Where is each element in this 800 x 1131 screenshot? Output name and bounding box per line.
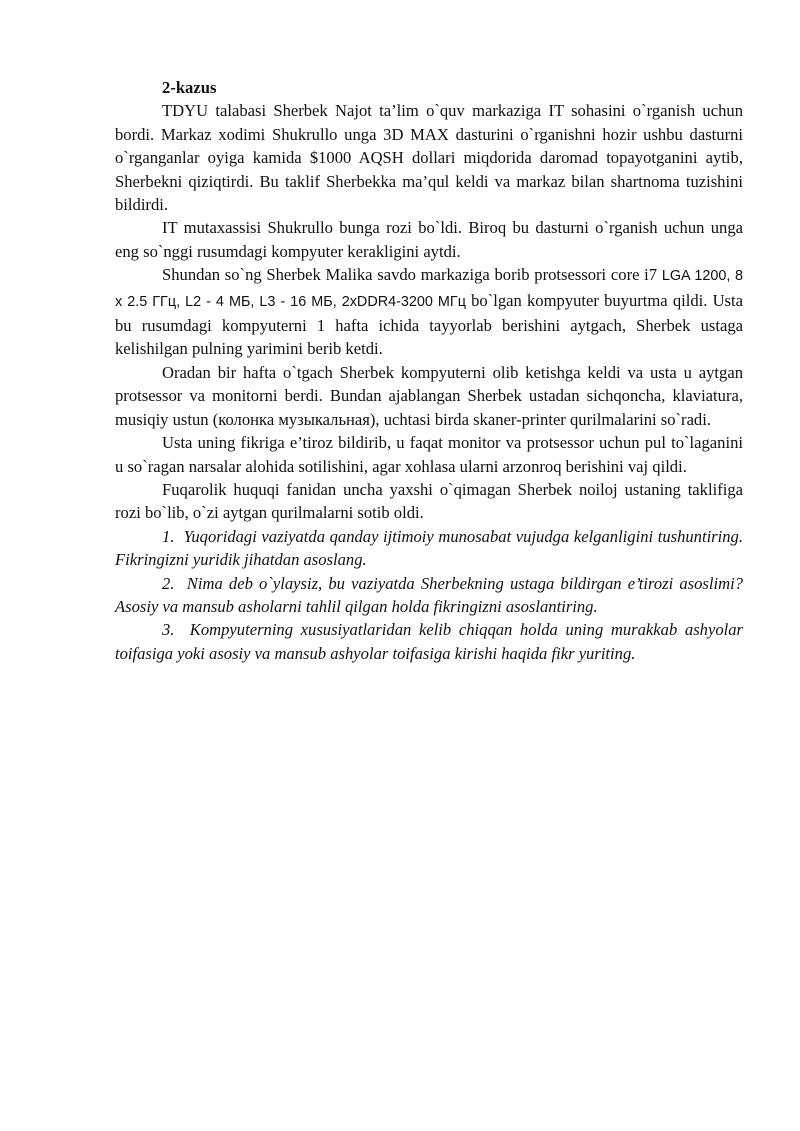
document-page xyxy=(115,76,743,665)
paragraph-outcome: Fuqarolik huquqi fanidan uncha yaxshi o`qimagan Sherbek noiloj ustaning taklifiga rozi bo`lib, o`zi aytgan qurilmalarni sotib oldi. xyxy=(115,479,743,523)
question-text: Kompyuterning xususiyatlaridan kelib chiqqan holda uning murakkab ashyolar toifasiga yoki asosiy va mansub ashyolar toifasiga kirishi haqida fikr yuriting. xyxy=(115,620,743,663)
question-item xyxy=(115,572,743,619)
question-item xyxy=(115,525,743,572)
order-text-start: Shundan so`ng Sherbek Malika savdo markaziga borib protsessori core i7 xyxy=(162,265,662,285)
processor-spec: LGA 1200, 8 x 2.5 ГГц, L2 - 4 МБ, L3 - 16 МБ, 2xDDR4-3200 МГц xyxy=(115,268,744,310)
question-text: Nima deb o`ylaysiz, bu vaziyatda Sherbekning ustaga bildirgan e’tirozi asoslimi? Asosiy va mansub asholarni tahlil qilgan holda fikringizni asoslantiring. xyxy=(115,573,743,616)
case-title: 2-kazus xyxy=(162,78,217,97)
question-text: Yuqoridagi vaziyatda qanday ijtimoiy munosabat vujudga kelganligini tushuntiring. Fikringizni yuridik jihatdan asoslang. xyxy=(115,526,743,570)
paragraph-intro: TDYU talabasi Sherbek Najot ta’lim o`quv markaziga IT sohasini o`rganish uchun bordi. Markaz xodimi Shukrullo unga 3D MAX dasturini o`rganishni hozir ushbu dasturni o`rganganlar oyiga kamida $1000 AQSH dollari miqdorida daromad topayotganini aytib, Sherbekni qiziqtirdi. Bu taklif Sherbekka ma’qul keldi va markaz bilan shartnoma tuzishini bildirdi. xyxy=(115,101,743,215)
question-number: 1. xyxy=(162,526,175,546)
paragraph-it-specialist: IT mutaxassisi Shukrullo bunga rozi bo`ldi. Biroq bu dasturni o`rganish uchun unga eng so`nggi rusumdagi kompyuter kerakligini aytdi. xyxy=(115,218,743,261)
paragraph-objection: Usta uning fikriga e’tiroz bildirib, u faqat monitor va protsessor uchun pul to`laganini u so`ragan narsalar alohida sotilishini, agar xohlasa ularni arzonroq berishini vaj qildi. xyxy=(115,433,743,476)
paragraph-pickup: Oradan bir hafta o`tgach Sherbek kompyuterni olib ketishga keldi va usta u aytgan protsessor va monitorni berdi. Bundan ajablangan Sherbek ustadan sichqoncha, klaviatura, musiqiy ustun (колонка музыкальная), uchtasi birda skaner-printer qurilmalarini so`radi. xyxy=(115,362,743,429)
question-number: 2. xyxy=(162,573,175,593)
question-item xyxy=(115,618,743,665)
order-text-end: bo`lgan kompyuter buyurtma qildi. Usta bu rusumdagi kompyuterni 1 hafta ichida tayyorlab berishini aytgach, Sherbek ustaga kelishilgan pulning yarimini berib ketdi. xyxy=(115,290,743,359)
paragraph-computer-order xyxy=(115,263,743,361)
question-number: 3. xyxy=(162,620,175,640)
